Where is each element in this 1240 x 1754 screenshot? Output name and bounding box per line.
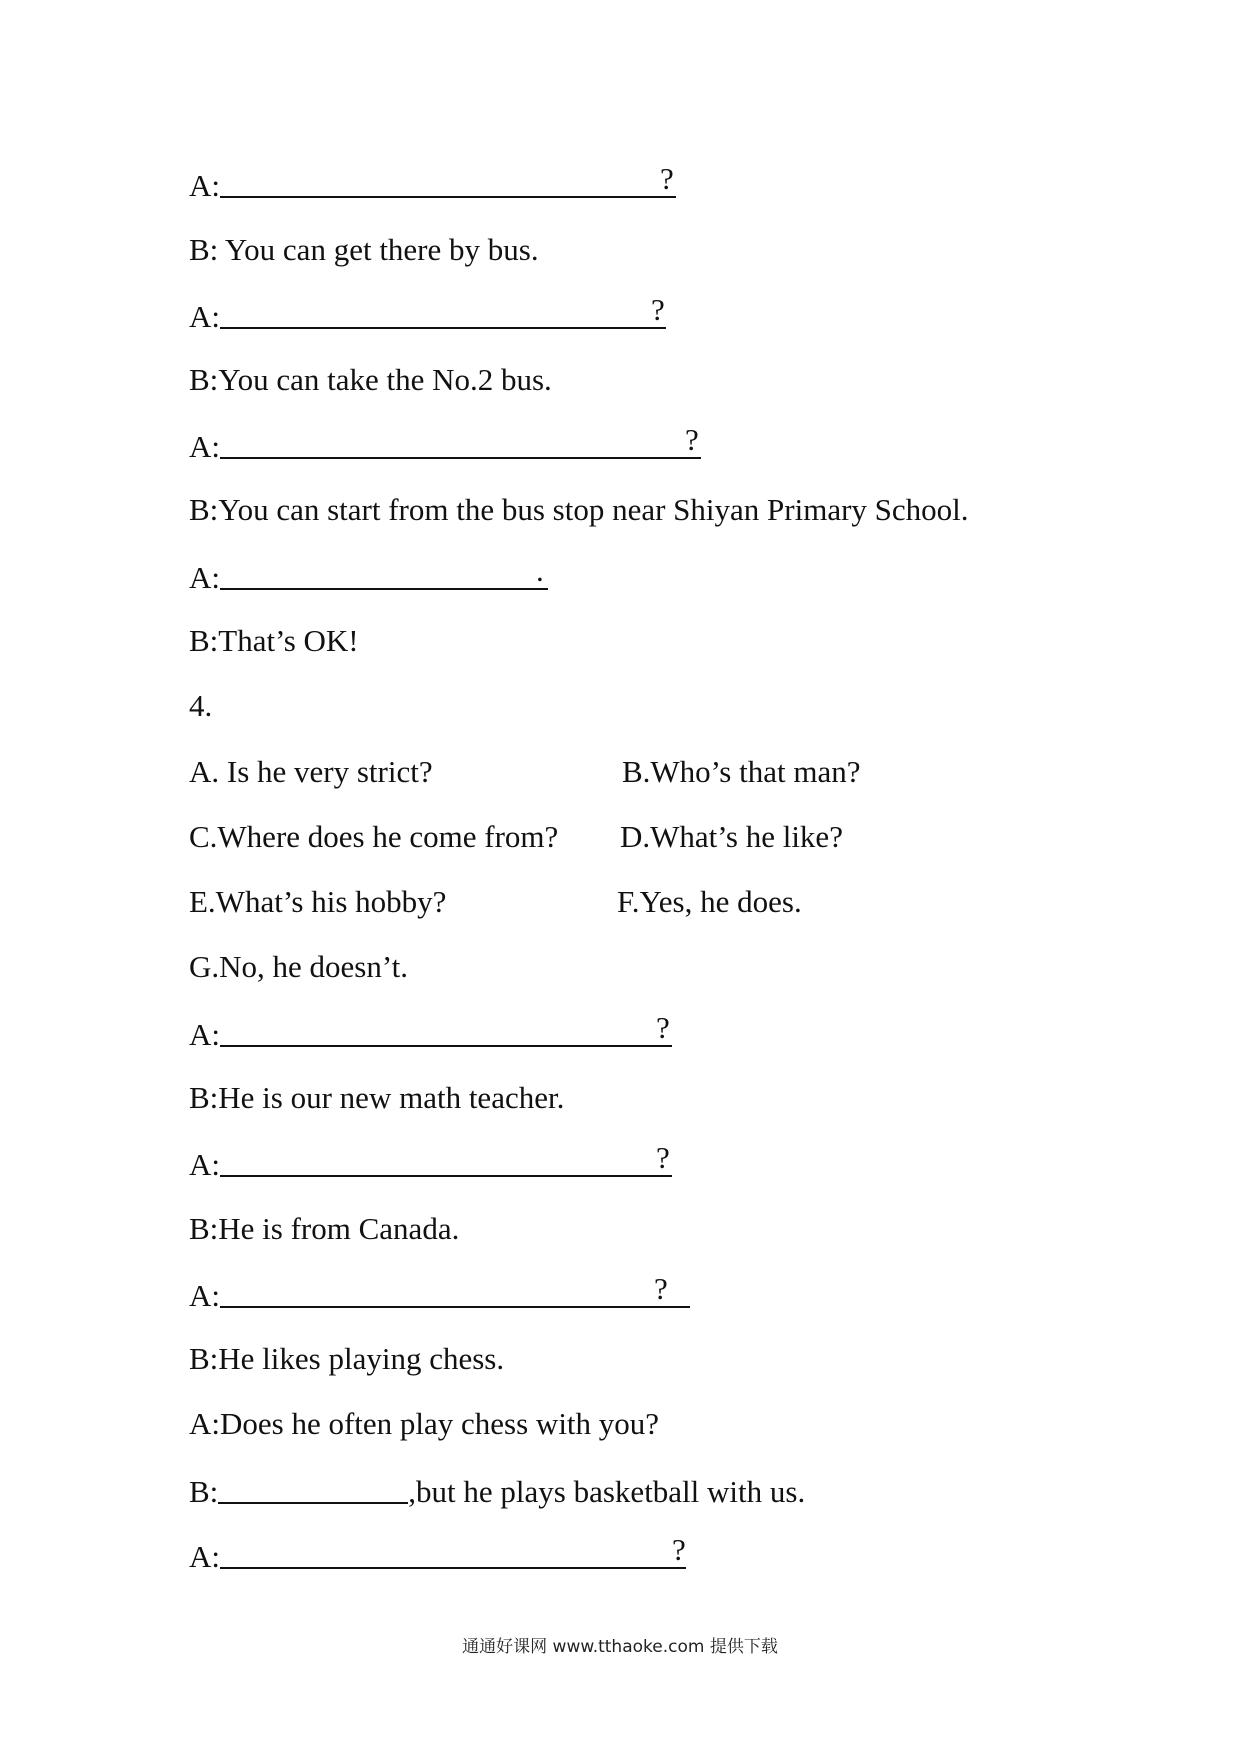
end-punct: ?: [654, 1271, 668, 1306]
dialog3-line-7: [189, 553, 548, 598]
speaker-label: B:: [189, 1474, 219, 1509]
option-b: B.Who’s that man?: [622, 754, 861, 789]
dialog4-line-5: [189, 1271, 690, 1316]
end-punct: ?: [656, 1010, 670, 1045]
answer-blank[interactable]: [220, 292, 666, 329]
answer-blank[interactable]: [220, 553, 548, 590]
speaker-label: A:: [189, 1147, 220, 1182]
speaker-label: A:: [189, 299, 220, 334]
end-punct: ?: [672, 1532, 686, 1567]
end-punct: ?: [656, 1140, 670, 1175]
speaker-label: A:: [189, 1539, 220, 1574]
dialog4-line-4: B:He is from Canada.: [189, 1211, 460, 1246]
dialog3-line-2: B: You can get there by bus.: [189, 232, 539, 267]
dialog3-line-3: [189, 292, 666, 337]
speaker-label: A:: [189, 429, 220, 464]
option-c: C.Where does he come from?: [189, 819, 559, 854]
speaker-label: A:: [189, 560, 220, 595]
end-punct: ?: [651, 292, 665, 327]
answer-blank[interactable]: [220, 1532, 686, 1569]
dialog4-line-1: [189, 1010, 672, 1055]
dialog3-line-8: B:That’s OK!: [189, 623, 359, 658]
end-punct: ?: [685, 422, 699, 457]
dialog4-line-2: B:He is our new math teacher.: [189, 1080, 565, 1115]
dialog3-line-4: B:You can take the No.2 bus.: [189, 362, 552, 397]
speaker-label: A:: [189, 168, 220, 203]
dialog3-line-6: B:You can start from the bus stop near Shiyan Primary School.: [189, 492, 969, 527]
option-f: F.Yes, he does.: [617, 884, 802, 919]
end-punct: ?: [660, 161, 674, 196]
line-tail: ,but he plays basketball with us.: [408, 1474, 806, 1509]
footer-watermark: 通通好课网 www.tthaoke.com 提供下载: [462, 1637, 778, 1657]
dialog3-line-5: [189, 422, 701, 467]
option-d: D.What’s he like?: [620, 819, 843, 854]
dialog4-line-3: [189, 1140, 672, 1185]
answer-blank[interactable]: [220, 1271, 690, 1308]
option-g: G.No, he doesn’t.: [189, 949, 408, 984]
option-e: E.What’s his hobby?: [189, 884, 447, 919]
option-a: A. Is he very strict?: [189, 754, 433, 789]
section-number: 4.: [189, 688, 213, 723]
speaker-label: A:: [189, 1017, 220, 1052]
end-punct: .: [536, 553, 544, 588]
dialog4-line-7: A:Does he often play chess with you?: [189, 1406, 660, 1441]
dialog3-line-1: [189, 161, 676, 206]
dialog4-line-9: [189, 1532, 686, 1577]
speaker-label: A:: [189, 1278, 220, 1313]
answer-blank[interactable]: [218, 1472, 408, 1504]
dialog4-line-6: B:He likes playing chess.: [189, 1341, 505, 1376]
dialog4-line-8: [189, 1470, 805, 1512]
answer-blank[interactable]: [220, 422, 701, 459]
answer-blank[interactable]: [220, 1010, 672, 1047]
answer-blank[interactable]: [220, 161, 676, 198]
answer-blank[interactable]: [220, 1140, 672, 1177]
